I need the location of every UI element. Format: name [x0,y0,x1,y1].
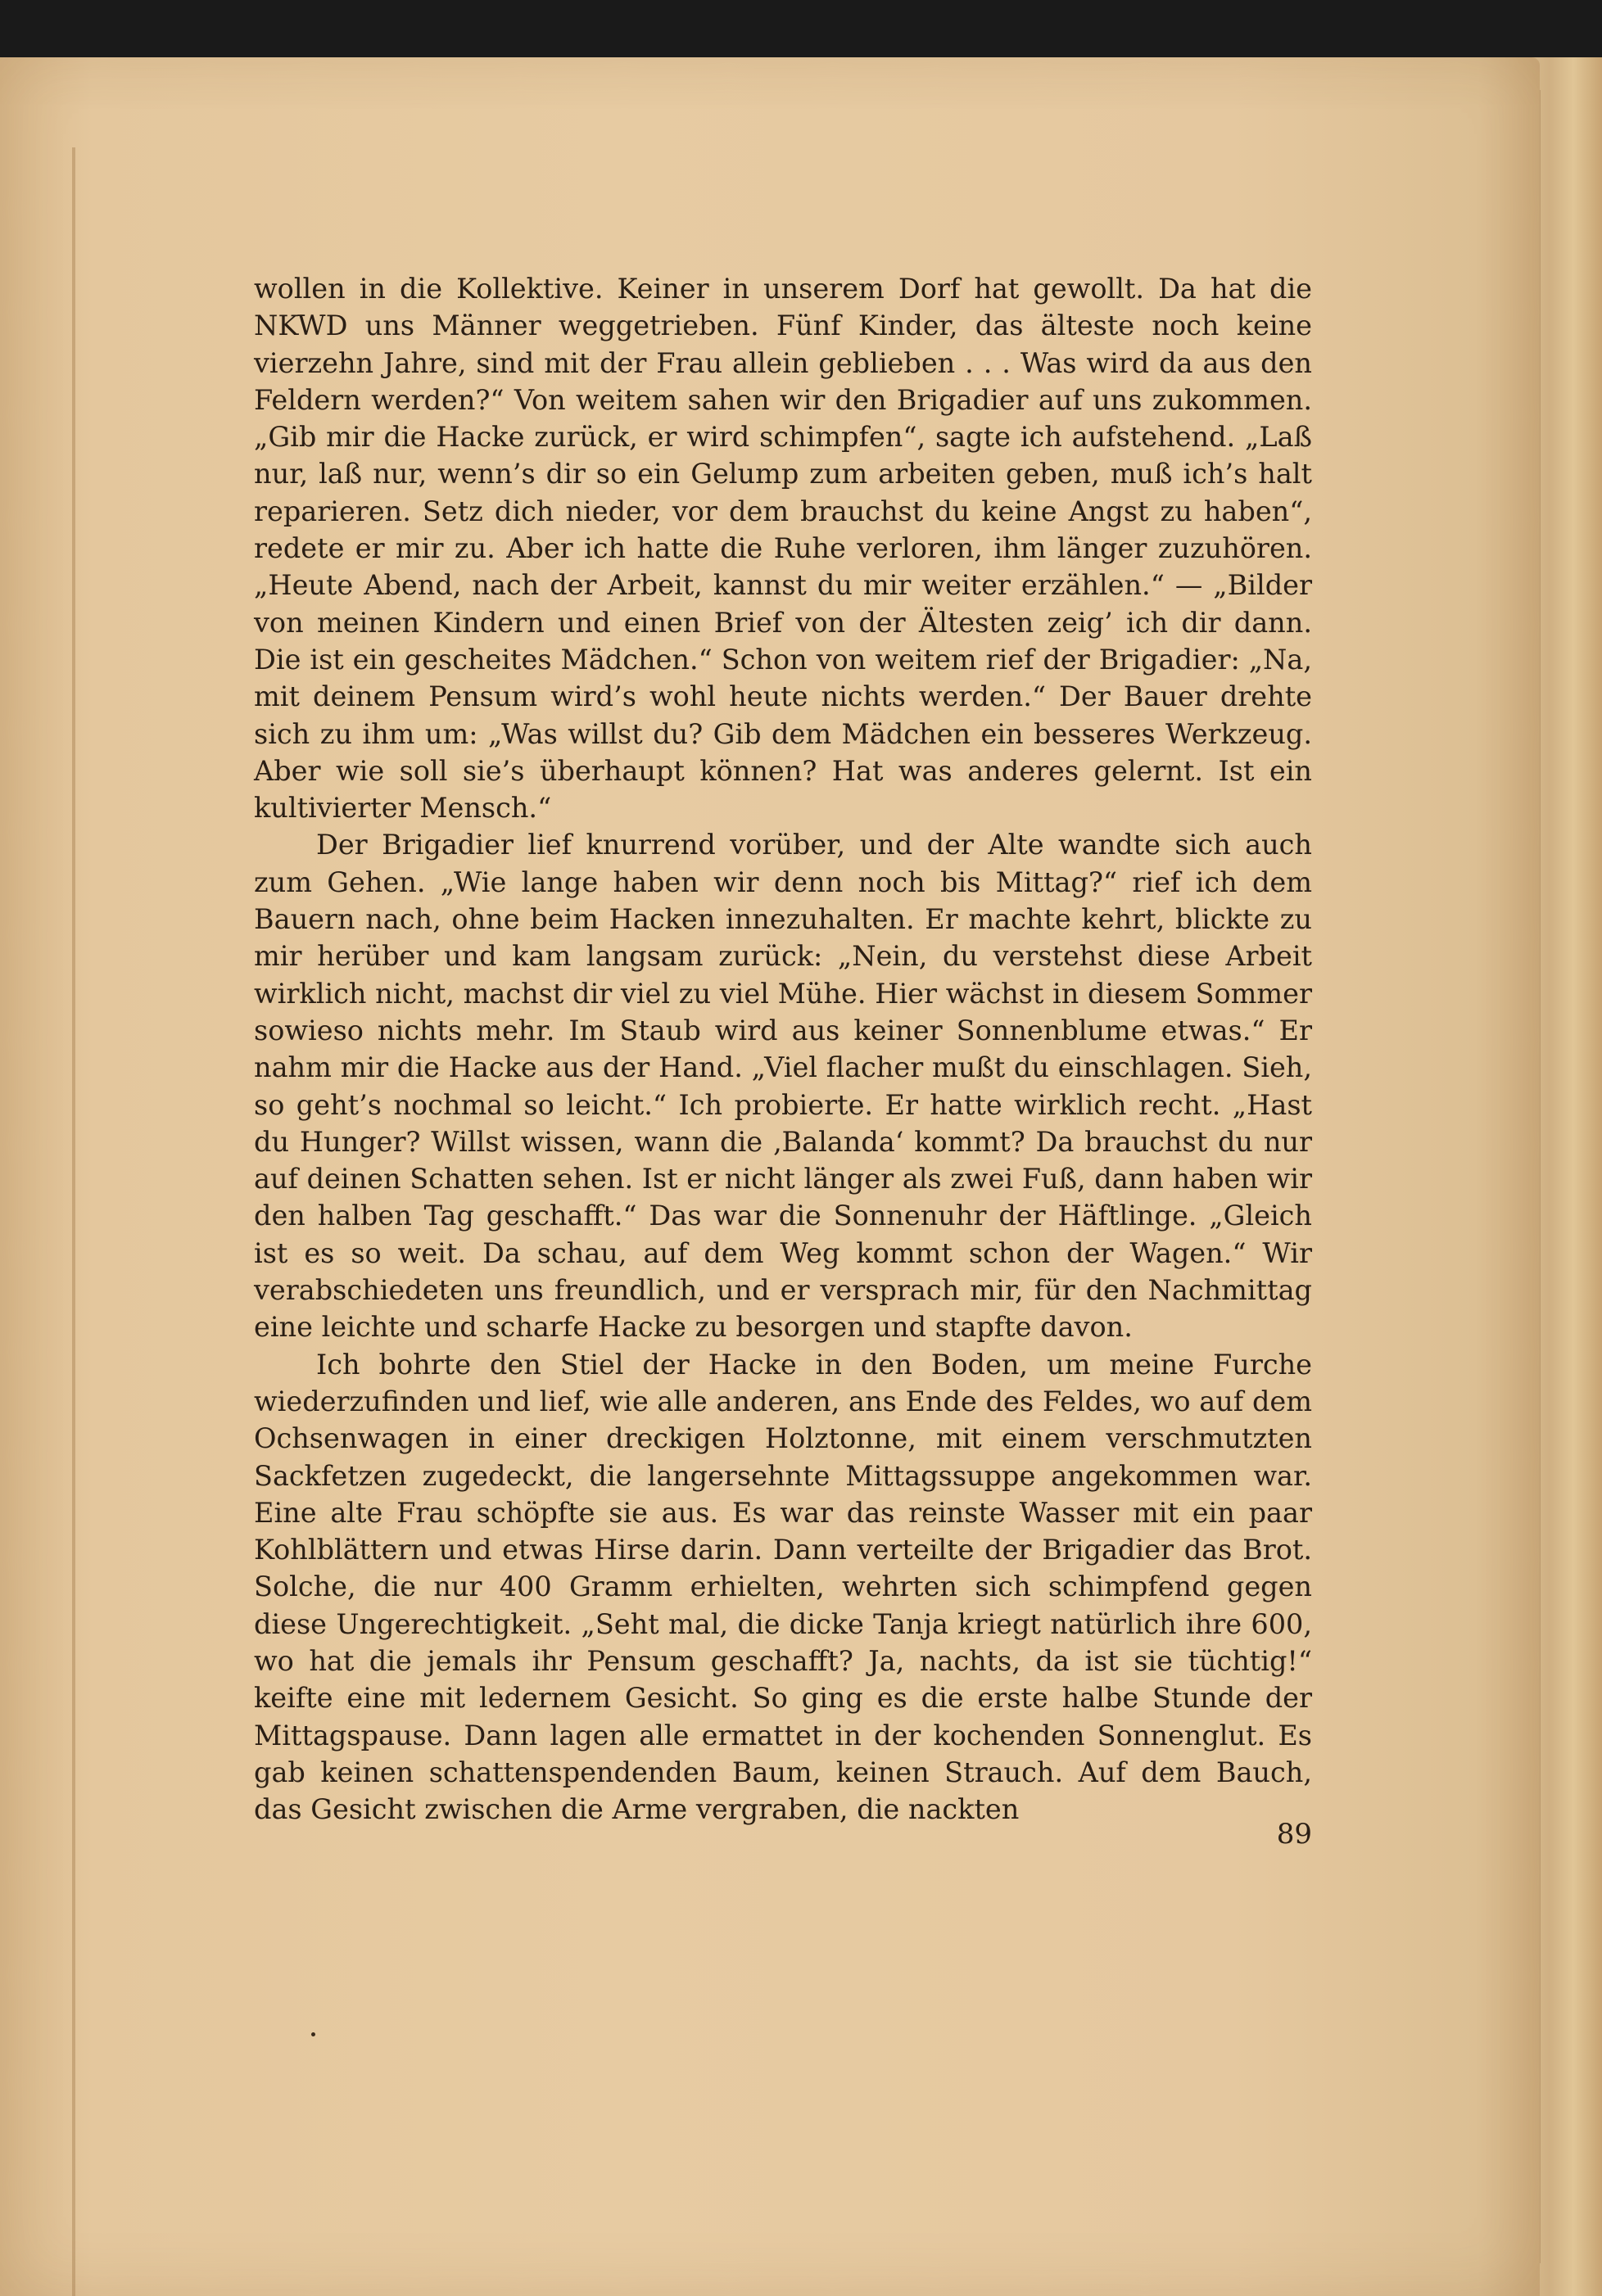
page-number: 89 [1276,1818,1312,1851]
paragraph-1: wollen in die Kollektive. Keiner in unserem Dorf hat gewollt. Da hat die NKWD uns Männer weggetrieben. Fünf Kinder, das älteste noch keine vierzehn Jahre, sind mit der Frau allein geblieben . . . Was wird da aus den Feldern werden?“ Von weitem sahen wir den Brigadier auf uns zukommen. „Gib mir die Hacke zurück, er wird schimpfen“, sagte ich aufstehend. „Laß nur, laß nur, wenn’s dir so ein Gelump zum arbeiten geben, muß ich’s halt reparieren. Setz dich nieder, vor dem brauchst du keine Angst zu haben“, redete er mir zu. Aber ich hatte die Ruhe verloren, ihm länger zuzuhören. „Heute Abend, nach der Arbeit, kannst du mir weiter erzählen.“ — „Bilder von meinen Kindern und einen Brief von der Ältesten zeig’ ich dir dann. Die ist ein gescheites Mädchen.“ Schon von weitem rief der Brigadier: „Na, mit deinem Pensum wird’s wohl heute nichts werden.“ Der Bauer drehte sich zu ihm um: „Was willst du? Gib dem Mädchen ein besseres Werkzeug. Aber wie soll sie’s überhaupt können? Hat was anderes gelernt. Ist ein kultivierter Mensch.“ [254,273,1312,825]
body-text [254,270,1312,1828]
gutter-shadow [72,147,75,2296]
paragraph-3: Ich bohrte den Stiel der Hacke in den Boden, um meine Furche wiederzufinden und lief, wie alle anderen, ans Ende des Feldes, wo auf dem Ochsenwagen in einer dreckigen Holztonne, mit einem verschmutzten Sackfetzen zugedeckt, die langersehnte Mittagssuppe angekommen war. Eine alte Frau schöpfte sie aus. Es war das reinste Wasser mit ein paar Kohlblättern und etwas Hirse darin. Dann verteilte der Brigadier das Brot. Solche, die nur 400 Gramm erhielten, wehrten sich schimpfend gegen diese Ungerechtigkeit. „Seht mal, die dicke Tanja kriegt natürlich ihre 600, wo hat die jemals ihr Pensum geschafft? Ja, nachts, da ist sie tüchtig!“ keifte eine mit ledernem Gesicht. So ging es die erste halbe Stunde der Mittagspause. Dann lagen alle ermattet in der kochenden Sonnenglut. Es gab keinen schattenspendenden Baum, keinen Strauch. Auf dem Bauch, das Gesicht zwischen die Arme vergraben, die nackten [254,1348,1312,1826]
paragraph-2: Der Brigadier lief knurrend vorüber, und der Alte wandte sich auch zum Gehen. „Wie lange haben wir denn noch bis Mittag?“ rief ich dem Bauern nach, ohne beim Hacken innezuhalten. Er machte kehrt, blickte zu mir herüber und kam langsam zurück: „Nein, du verstehst diese Arbeit wirklich nicht, machst dir viel zu viel Mühe. Hier wächst in diesem Sommer sowieso nichts mehr. Im Staub wird aus keiner Sonnenblume etwas.“ Er nahm mir die Hacke aus der Hand. „Viel flacher mußt du einschlagen. Sieh, so geht’s nochmal so leicht.“ Ich probierte. Er hatte wirklich recht. „Hast du Hunger? Willst wissen, wann die ‚Balanda‘ kommt? Da brauchst du nur auf deinen Schatten sehen. Ist er nicht länger als zwei Fuß, dann haben wir den halben Tag geschafft.“ Das war die Sonnenuhr der Häftlinge. „Gleich ist es so weit. Da schau, auf dem Weg kommt schon der Wagen.“ Wir verabschiedeten uns freundlich, und er versprach mir, für den Nachmittag eine leichte und scharfe Hacke zu besorgen und stapfte davon. [254,829,1312,1344]
paper-speck [311,2032,315,2036]
